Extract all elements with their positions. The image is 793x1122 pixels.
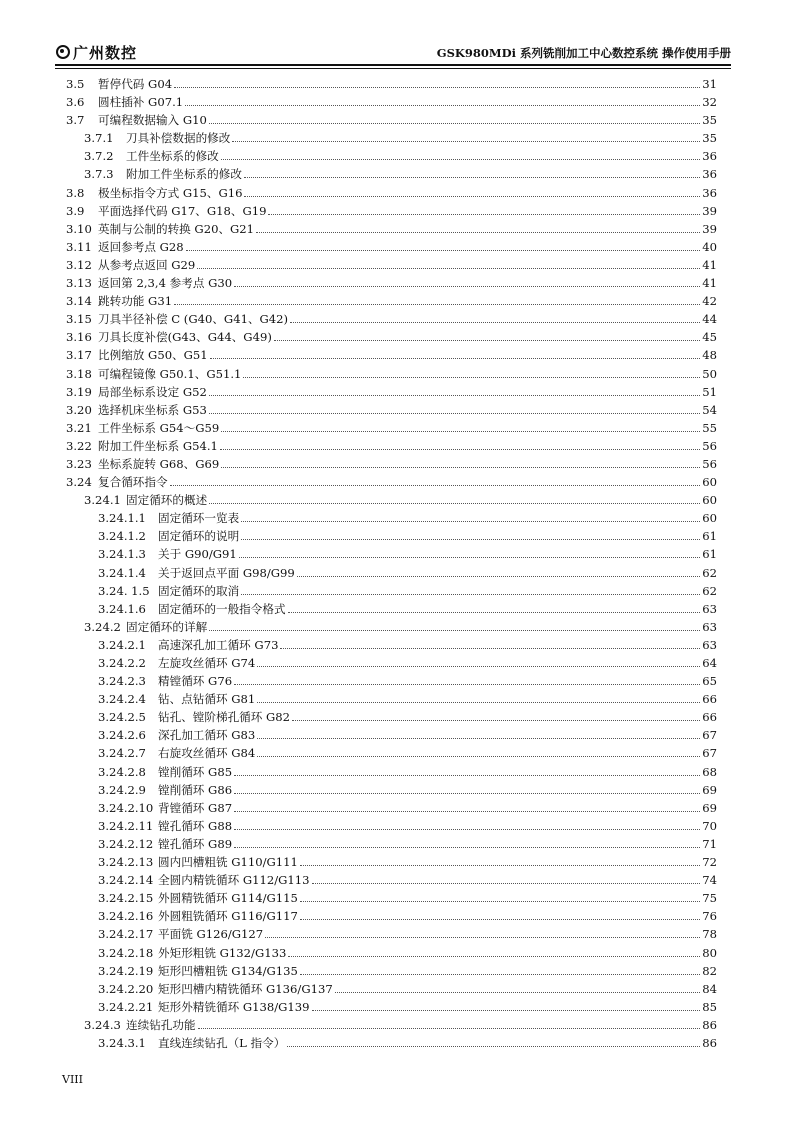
toc-entry-title: 矩形外精铣循环 G138/G139 <box>158 999 310 1014</box>
toc-entry-number: 3.13 <box>66 276 92 291</box>
toc-entry-number: 3.24.2.19 <box>98 963 154 978</box>
toc-entry-page: 41 <box>702 257 717 272</box>
toc-entry-number: 3.24.1.6 <box>98 601 146 616</box>
toc-entry-page: 86 <box>702 1035 717 1050</box>
toc-entry-title: 复合循环指令 <box>98 475 168 490</box>
toc-leader-dots <box>174 292 700 305</box>
toc-entry[interactable] <box>66 75 717 93</box>
toc-entry-title: 固定循环的说明 <box>158 529 240 544</box>
toc-leader-dots <box>220 437 700 450</box>
toc-entry-number: 3.7 <box>66 113 85 128</box>
toc-entry-page: 39 <box>702 203 717 218</box>
toc-leader-dots <box>256 220 700 233</box>
toc-leader-dots <box>241 527 700 540</box>
toc-entry-page: 35 <box>702 113 717 128</box>
toc-entry[interactable] <box>66 365 717 383</box>
toc-leader-dots <box>268 202 700 215</box>
toc-entry-title: 高速深孔加工循环 G73 <box>158 637 279 652</box>
toc-entry[interactable] <box>66 455 717 473</box>
toc-entry-title: 矩形凹槽内精铣循环 G136/G137 <box>158 981 333 996</box>
toc-entry-page: 67 <box>702 746 717 761</box>
toc-entry-page: 32 <box>702 95 717 110</box>
toc-leader-dots <box>274 328 700 341</box>
toc-leader-dots <box>312 871 701 884</box>
toc-entry-title: 选择机床坐标系 G53 <box>98 402 207 417</box>
toc-leader-dots <box>234 672 700 685</box>
toc-entry-page: 62 <box>702 583 717 598</box>
toc-leader-dots <box>221 419 700 432</box>
toc-entry-number: 3.23 <box>66 456 92 471</box>
toc-leader-dots <box>209 401 700 414</box>
manual-title: GSK980MDi 系列铣削加工中心数控系统 操作使用手册 <box>436 46 731 60</box>
toc-entry[interactable] <box>66 564 717 582</box>
toc-entry-number: 3.10 <box>66 221 92 236</box>
toc-entry-title: 固定循环的取消 <box>158 583 240 598</box>
toc-entry-page: 69 <box>702 800 717 815</box>
toc-entry[interactable] <box>66 618 717 636</box>
toc-entry-page: 66 <box>702 710 717 725</box>
toc-entry-title: 钻、点钻循环 G81 <box>158 692 256 707</box>
toc-entry-page: 60 <box>702 511 717 526</box>
toc-entry[interactable] <box>66 147 717 165</box>
toc-entry-title: 工件坐标系的修改 <box>126 149 219 164</box>
toc-leader-dots <box>234 781 700 794</box>
toc-leader-dots <box>290 310 700 323</box>
toc-entry-title: 刀具半径补偿 C (G40、G41、G42) <box>98 312 289 327</box>
toc-entry[interactable] <box>66 799 717 817</box>
toc-entry-title: 矩形凹槽粗铣 G134/G135 <box>158 963 298 978</box>
toc-entry-page: 60 <box>702 475 717 490</box>
toc-entry-number: 3.11 <box>66 239 92 254</box>
toc-entry-title: 固定循环一览表 <box>158 511 240 526</box>
toc-entry-title: 连续钻孔功能 <box>126 1017 196 1032</box>
toc-leader-dots <box>170 473 701 486</box>
page-number: VIII <box>62 1073 83 1086</box>
toc-entry-title: 圆柱插补 G07.1 <box>98 95 184 110</box>
toc-entry-title: 固定循环的概述 <box>126 493 208 508</box>
toc-entry[interactable] <box>66 998 717 1016</box>
toc-entry[interactable] <box>66 726 717 744</box>
toc-leader-dots <box>297 564 700 577</box>
toc-leader-dots <box>174 75 700 88</box>
toc-entry-title: 工件坐标系 G54～G59 <box>98 420 220 435</box>
toc-entry-title: 深孔加工循环 G83 <box>158 728 256 743</box>
toc-entry-page: 36 <box>702 149 717 164</box>
toc-entry[interactable] <box>66 835 717 853</box>
toc-entry[interactable] <box>66 1016 717 1034</box>
toc-entry-number: 3.7.1 <box>84 131 114 146</box>
toc-entry-page: 45 <box>702 330 717 345</box>
toc-entry-page: 69 <box>702 782 717 797</box>
toc-entry-number: 3.17 <box>66 348 92 363</box>
toc-entry[interactable] <box>66 980 717 998</box>
toc-leader-dots <box>300 962 700 975</box>
toc-entry-page: 86 <box>702 1017 717 1032</box>
toc-entry-title: 附加工件坐标系的修改 <box>126 167 242 182</box>
toc-entry[interactable] <box>66 509 717 527</box>
toc-entry-title: 可编程数据输入 G10 <box>98 113 207 128</box>
toc-entry[interactable] <box>66 129 717 147</box>
toc-entry-page: 84 <box>702 981 717 996</box>
toc-entry[interactable] <box>66 690 717 708</box>
toc-leader-dots <box>287 1034 700 1047</box>
toc-entry[interactable] <box>66 545 717 563</box>
toc-entry-page: 64 <box>702 656 717 670</box>
toc-leader-dots <box>335 980 701 993</box>
toc-entry[interactable] <box>66 310 717 328</box>
toc-entry-page: 74 <box>702 873 717 888</box>
toc-entry[interactable] <box>66 256 717 274</box>
toc-entry-title: 返回参考点 G28 <box>98 239 184 254</box>
toc-leader-dots <box>257 726 700 739</box>
toc-entry-number: 3.24.2.7 <box>98 746 146 761</box>
toc-entry-title: 固定循环的详解 <box>126 619 208 634</box>
toc-entry-page: 63 <box>702 619 717 634</box>
toc-leader-dots <box>300 853 700 866</box>
toc-entry[interactable] <box>66 527 717 545</box>
toc-entry[interactable] <box>66 582 717 600</box>
toc-entry-page: 68 <box>702 764 717 779</box>
toc-entry-title: 刀具长度补偿(G43、G44、G49) <box>98 330 272 345</box>
toc-entry-number: 3.24.2.16 <box>98 909 154 924</box>
toc-entry-number: 3.24.2.10 <box>98 800 154 815</box>
toc-entry-page: 62 <box>702 565 717 580</box>
toc-entry-number: 3.24.2.13 <box>98 855 154 870</box>
toc-leader-dots <box>234 799 700 812</box>
toc-entry[interactable] <box>66 238 717 256</box>
toc-entry[interactable] <box>66 202 717 220</box>
toc-entry-page: 85 <box>702 999 717 1014</box>
toc-leader-dots <box>241 582 700 595</box>
toc-entry-title: 平面选择代码 G17、G18、G19 <box>98 203 267 218</box>
toc-entry-title: 英制与公制的转换 G20、G21 <box>98 221 255 236</box>
toc-leader-dots <box>300 907 700 920</box>
toc-entry-title: 关于返回点平面 G98/G99 <box>158 565 295 580</box>
toc-entry-title: 返回第 2,3,4 参考点 G30 <box>98 276 233 291</box>
toc-entry-title: 跳转功能 G31 <box>98 294 173 309</box>
toc-entry-number: 3.16 <box>66 330 92 345</box>
toc-leader-dots <box>257 690 700 703</box>
toc-entry-page: 55 <box>702 420 717 435</box>
toc-entry-page: 48 <box>702 348 717 363</box>
toc-entry-page: 54 <box>702 402 717 417</box>
toc-entry-number: 3.24.2.20 <box>98 981 154 996</box>
toc-entry[interactable] <box>66 292 717 310</box>
header-rule-thin <box>55 68 731 69</box>
toc-entry-page: 63 <box>702 601 717 616</box>
toc-entry-page: 67 <box>702 728 717 743</box>
toc-leader-dots <box>186 238 701 251</box>
toc-entry-page: 63 <box>702 637 717 652</box>
toc-entry[interactable] <box>66 944 717 962</box>
toc-entry[interactable] <box>66 763 717 781</box>
toc-entry-page: 42 <box>702 294 717 309</box>
toc-entry-page: 78 <box>702 927 717 942</box>
toc-entry-page: 41 <box>702 276 717 291</box>
toc-entry-number: 3.21 <box>66 420 92 435</box>
toc-entry-number: 3.24.2.12 <box>98 836 154 851</box>
toc-leader-dots <box>198 1016 701 1029</box>
toc-leader-dots <box>265 925 700 938</box>
toc-entry-title: 局部坐标系设定 G52 <box>98 384 207 399</box>
logo-text: 广州数控 <box>73 43 138 62</box>
toc-entry-title: 镗孔循环 G89 <box>158 836 233 851</box>
toc-leader-dots <box>257 744 700 757</box>
toc-entry-number: 3.24.2.15 <box>98 891 154 906</box>
toc-entry-number: 3.24.2.6 <box>98 728 146 743</box>
toc-entry[interactable] <box>66 473 717 491</box>
toc-entry-number: 3.24.2.17 <box>98 927 154 942</box>
toc-entry[interactable] <box>66 274 717 292</box>
toc-entry-page: 44 <box>702 312 717 327</box>
toc-entry[interactable] <box>66 636 717 654</box>
toc-entry-title: 刀具补偿数据的修改 <box>126 131 231 146</box>
toc-entry-number: 3.24.2.4 <box>98 692 146 707</box>
toc-entry-number: 3.24.2.8 <box>98 764 146 779</box>
toc-entry-title: 钻孔、镗阶梯孔循环 G82 <box>158 710 291 725</box>
toc-entry-title: 圆内凹槽粗铣 G110/G111 <box>158 855 298 870</box>
toc-entry[interactable] <box>66 401 717 419</box>
toc-entry-page: 61 <box>702 529 717 544</box>
toc-leader-dots <box>300 889 700 902</box>
toc-entry-number: 3.24.2.21 <box>98 999 154 1014</box>
toc-entry[interactable] <box>66 962 717 980</box>
toc-entry-title: 从参考点返回 G29 <box>98 257 196 272</box>
toc-entry-number: 3.7.3 <box>84 167 114 182</box>
toc-leader-dots <box>234 817 700 830</box>
toc-leader-dots <box>197 256 700 269</box>
toc-entry-page: 75 <box>702 891 717 906</box>
toc-entry-title: 固定循环的一般指令格式 <box>158 601 286 616</box>
toc-entry-number: 3.24.3 <box>84 1017 121 1032</box>
toc-entry-page: 76 <box>702 909 717 924</box>
toc-leader-dots <box>244 184 700 197</box>
toc-entry-number: 3.24.1.4 <box>98 565 146 580</box>
toc-entry-title: 关于 G90/G91 <box>158 547 237 562</box>
toc-entry-title: 镗削循环 G85 <box>158 764 233 779</box>
toc-entry-title: 可编程镜像 G50.1、G51.1 <box>98 366 242 381</box>
toc-leader-dots <box>232 129 700 142</box>
toc-entry[interactable] <box>66 744 717 762</box>
toc-entry-number: 3.24.1.3 <box>98 547 146 562</box>
toc-entry-title: 暂停代码 G04 <box>98 77 173 91</box>
toc-entry-number: 3.19 <box>66 384 92 399</box>
toc-leader-dots <box>241 509 700 522</box>
toc-entry[interactable] <box>66 1034 717 1052</box>
toc-entry[interactable] <box>66 491 717 509</box>
toc-entry-number: 3.24.1.1 <box>98 511 146 526</box>
toc-entry-page: 35 <box>702 131 717 146</box>
toc-entry-page: 36 <box>702 185 717 200</box>
toc-leader-dots <box>210 346 701 359</box>
toc-entry-page: 65 <box>702 674 717 689</box>
toc-entry-title: 外圆精铣循环 G114/G115 <box>158 891 298 906</box>
company-logo <box>55 42 137 62</box>
toc-leader-dots <box>234 763 700 776</box>
toc-entry-page: 56 <box>702 438 717 453</box>
toc-entry-title: 附加工件坐标系 G54.1 <box>98 438 218 453</box>
toc-leader-dots <box>221 147 700 160</box>
toc-entry-number: 3.22 <box>66 438 92 453</box>
toc-entry-title: 背镗循环 G87 <box>158 800 233 815</box>
toc-entry-page: 40 <box>702 239 717 254</box>
toc-entry[interactable] <box>66 437 717 455</box>
toc-entry-number: 3.24.2 <box>84 619 121 634</box>
toc-entry-title: 极坐标指令方式 G15、G16 <box>98 185 243 200</box>
toc-entry-number: 3.24.3.1 <box>98 1035 146 1050</box>
toc-leader-dots <box>280 636 700 649</box>
toc-entry[interactable] <box>66 328 717 346</box>
page-header <box>55 40 731 64</box>
toc-entry-number: 3.15 <box>66 312 92 327</box>
toc-entry-title: 镗削循环 G86 <box>158 782 233 797</box>
toc-leader-dots <box>288 600 701 613</box>
toc-entry-number: 3.18 <box>66 366 92 381</box>
toc-entry-title: 直线连续钻孔（L 指令） <box>158 1035 286 1050</box>
toc-entry-title: 全圆内精铣循环 G112/G113 <box>158 873 310 888</box>
toc-leader-dots <box>244 165 700 178</box>
toc-leader-dots <box>312 998 701 1011</box>
toc-entry[interactable] <box>66 925 717 943</box>
toc-entry-page: 72 <box>702 855 717 870</box>
toc-leader-dots <box>209 491 700 504</box>
toc-entry-title: 平面铣 G126/G127 <box>158 927 264 942</box>
toc-entry-number: 3.24.2.1 <box>98 637 146 652</box>
toc-entry[interactable] <box>66 853 717 871</box>
toc-entry-page: 39 <box>702 221 717 236</box>
toc-entry-page: 51 <box>702 384 717 399</box>
toc-entry[interactable] <box>66 907 717 925</box>
toc-entry[interactable] <box>66 419 717 437</box>
toc-entry-number: 3.24. 1.5 <box>98 583 150 598</box>
toc-entry-title: 外矩形粗铣 G132/G133 <box>158 945 287 960</box>
toc-entry-number: 3.6 <box>66 95 85 110</box>
logo-icon <box>55 44 71 60</box>
toc-entry-number: 3.24 <box>66 475 92 490</box>
toc-entry-page: 61 <box>702 547 717 562</box>
toc-entry-page: 82 <box>702 963 717 978</box>
toc-entry-title: 外圆粗铣循环 G116/G117 <box>158 909 298 924</box>
toc-entry-title: 左旋攻丝循环 G74 <box>158 656 256 670</box>
toc-entry[interactable] <box>66 600 717 618</box>
toc-entry-page: 56 <box>702 456 717 471</box>
toc-entry-page: 36 <box>702 167 717 182</box>
toc-entry-title: 右旋攻丝循环 G84 <box>158 746 256 761</box>
toc-entry-number: 3.24.2.14 <box>98 873 154 888</box>
toc-entry-page: 66 <box>702 692 717 707</box>
toc-entry-page: 70 <box>702 818 717 833</box>
toc-entry[interactable] <box>66 184 717 202</box>
table-of-contents <box>66 75 717 1052</box>
toc-leader-dots <box>288 944 700 957</box>
toc-leader-dots <box>234 835 700 848</box>
toc-leader-dots <box>221 455 700 468</box>
toc-leader-dots <box>292 708 700 721</box>
toc-entry-title: 坐标系旋转 G68、G69 <box>98 456 220 471</box>
toc-leader-dots <box>243 365 700 378</box>
toc-entry-title: 精镗循环 G76 <box>158 674 233 689</box>
toc-entry-number: 3.24.2.2 <box>98 656 146 670</box>
toc-entry-number: 3.14 <box>66 294 92 309</box>
toc-entry[interactable] <box>66 889 717 907</box>
toc-leader-dots <box>209 618 700 631</box>
toc-entry-page: 80 <box>702 945 717 960</box>
toc-leader-dots <box>209 111 700 124</box>
toc-entry-number: 3.24.1.2 <box>98 529 146 544</box>
toc-entry-title: 镗孔循环 G88 <box>158 818 233 833</box>
toc-entry-page: 71 <box>702 836 717 851</box>
header-rule <box>55 64 731 66</box>
toc-entry[interactable] <box>66 93 717 111</box>
toc-entry[interactable] <box>66 111 717 129</box>
toc-entry[interactable] <box>66 165 717 183</box>
toc-entry[interactable] <box>66 383 717 401</box>
toc-entry[interactable] <box>66 708 717 726</box>
toc-entry[interactable] <box>66 781 717 799</box>
toc-leader-dots <box>185 93 700 106</box>
toc-entry-number: 3.5 <box>66 77 85 91</box>
toc-entry-page: 60 <box>702 493 717 508</box>
toc-entry-page: 31 <box>702 77 717 91</box>
toc-leader-dots <box>239 545 700 558</box>
toc-entry[interactable] <box>66 654 717 672</box>
toc-leader-dots <box>209 383 700 396</box>
toc-leader-dots <box>257 654 700 667</box>
toc-entry[interactable] <box>66 672 717 690</box>
toc-entry-number: 3.24.2.3 <box>98 674 146 689</box>
toc-entry-number: 3.24.2.5 <box>98 710 146 725</box>
toc-entry-number: 3.9 <box>66 203 85 218</box>
toc-leader-dots <box>234 274 700 287</box>
toc-entry-number: 3.7.2 <box>84 149 114 164</box>
toc-entry-number: 3.8 <box>66 185 85 200</box>
toc-entry[interactable] <box>66 817 717 835</box>
toc-entry-number: 3.24.2.9 <box>98 782 146 797</box>
toc-entry[interactable] <box>66 871 717 889</box>
toc-entry-page: 50 <box>702 366 717 381</box>
toc-entry-number: 3.20 <box>66 402 92 417</box>
toc-entry[interactable] <box>66 346 717 364</box>
toc-entry-number: 3.24.2.18 <box>98 945 154 960</box>
toc-entry-title: 比例缩放 G50、G51 <box>98 348 208 363</box>
toc-entry-number: 3.12 <box>66 257 92 272</box>
toc-entry-number: 3.24.1 <box>84 493 121 508</box>
toc-entry-number: 3.24.2.11 <box>98 818 154 833</box>
toc-entry[interactable] <box>66 220 717 238</box>
